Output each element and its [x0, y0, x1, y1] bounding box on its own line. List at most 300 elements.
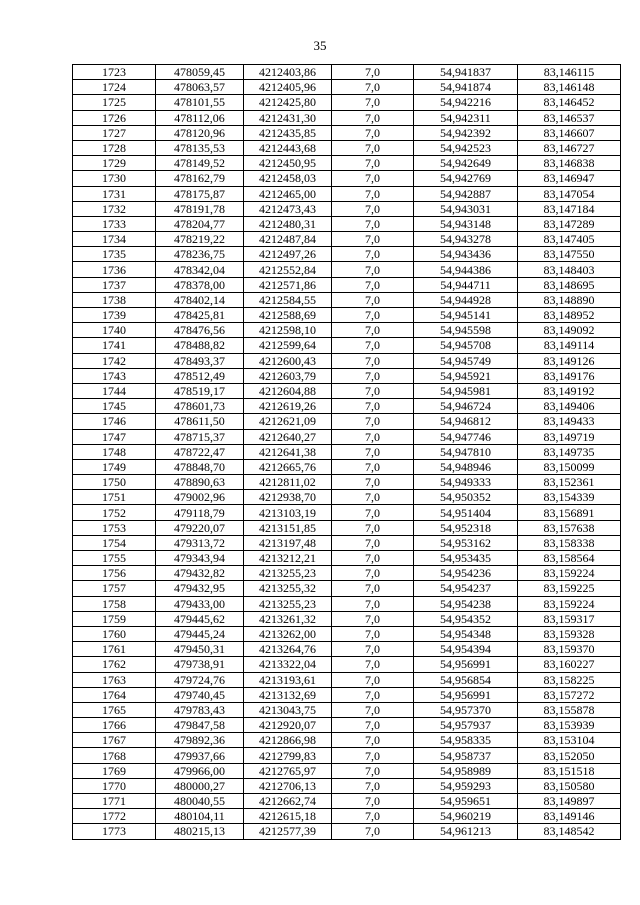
x-coordinate-cell: 480000,27 [156, 778, 244, 793]
value-cell: 7,0 [332, 140, 414, 155]
latitude-cell: 54,953435 [414, 551, 518, 566]
table-row [73, 292, 621, 307]
table-row [73, 581, 621, 596]
table-row [73, 156, 621, 171]
point-number-cell: 1733 [73, 216, 156, 231]
longitude-cell: 83,146148 [518, 80, 621, 95]
y-coordinate-cell: 4213262,00 [244, 626, 332, 641]
table-row [73, 535, 621, 550]
y-coordinate-cell: 4213151,85 [244, 520, 332, 535]
table-row [73, 65, 621, 80]
value-cell: 7,0 [332, 247, 414, 262]
value-cell: 7,0 [332, 186, 414, 201]
latitude-cell: 54,958737 [414, 748, 518, 763]
x-coordinate-cell: 478425,81 [156, 308, 244, 323]
table-row [73, 642, 621, 657]
y-coordinate-cell: 4212577,39 [244, 824, 332, 839]
point-number-cell: 1767 [73, 733, 156, 748]
point-number-cell: 1760 [73, 626, 156, 641]
value-cell: 7,0 [332, 459, 414, 474]
value-cell: 7,0 [332, 718, 414, 733]
x-coordinate-cell: 478890,63 [156, 475, 244, 490]
latitude-cell: 54,954236 [414, 566, 518, 581]
point-number-cell: 1736 [73, 262, 156, 277]
point-number-cell: 1737 [73, 277, 156, 292]
longitude-cell: 83,158225 [518, 672, 621, 687]
y-coordinate-cell: 4212425,80 [244, 95, 332, 110]
table-row [73, 520, 621, 535]
point-number-cell: 1739 [73, 308, 156, 323]
value-cell: 7,0 [332, 642, 414, 657]
latitude-cell: 54,957937 [414, 718, 518, 733]
point-number-cell: 1751 [73, 490, 156, 505]
x-coordinate-cell: 480040,55 [156, 794, 244, 809]
value-cell: 7,0 [332, 353, 414, 368]
point-number-cell: 1734 [73, 232, 156, 247]
x-coordinate-cell: 478342,04 [156, 262, 244, 277]
table-row [73, 657, 621, 672]
point-number-cell: 1765 [73, 702, 156, 717]
table-row [73, 247, 621, 262]
x-coordinate-cell: 478063,57 [156, 80, 244, 95]
table-row [73, 277, 621, 292]
point-number-cell: 1730 [73, 171, 156, 186]
longitude-cell: 83,148542 [518, 824, 621, 839]
table-row [73, 505, 621, 520]
latitude-cell: 54,947746 [414, 429, 518, 444]
latitude-cell: 54,943278 [414, 232, 518, 247]
point-number-cell: 1762 [73, 657, 156, 672]
value-cell: 7,0 [332, 414, 414, 429]
table-row [73, 824, 621, 839]
table-row [73, 110, 621, 125]
table-row [73, 475, 621, 490]
longitude-cell: 83,159328 [518, 626, 621, 641]
y-coordinate-cell: 4212435,85 [244, 125, 332, 140]
longitude-cell: 83,146607 [518, 125, 621, 140]
y-coordinate-cell: 4212600,43 [244, 353, 332, 368]
table-row [73, 308, 621, 323]
point-number-cell: 1732 [73, 201, 156, 216]
longitude-cell: 83,149192 [518, 383, 621, 398]
x-coordinate-cell: 479118,79 [156, 505, 244, 520]
point-number-cell: 1757 [73, 581, 156, 596]
x-coordinate-cell: 480104,11 [156, 809, 244, 824]
x-coordinate-cell: 479220,07 [156, 520, 244, 535]
y-coordinate-cell: 4213193,61 [244, 672, 332, 687]
table-row [73, 186, 621, 201]
value-cell: 7,0 [332, 520, 414, 535]
latitude-cell: 54,942769 [414, 171, 518, 186]
longitude-cell: 83,146537 [518, 110, 621, 125]
longitude-cell: 83,147184 [518, 201, 621, 216]
latitude-cell: 54,957370 [414, 702, 518, 717]
y-coordinate-cell: 4212799,83 [244, 748, 332, 763]
point-number-cell: 1771 [73, 794, 156, 809]
value-cell: 7,0 [332, 778, 414, 793]
latitude-cell: 54,942887 [414, 186, 518, 201]
coordinates-table [72, 64, 621, 840]
y-coordinate-cell: 4212920,07 [244, 718, 332, 733]
y-coordinate-cell: 4212487,84 [244, 232, 332, 247]
longitude-cell: 83,160227 [518, 657, 621, 672]
x-coordinate-cell: 479432,82 [156, 566, 244, 581]
longitude-cell: 83,149735 [518, 444, 621, 459]
y-coordinate-cell: 4212598,10 [244, 323, 332, 338]
point-number-cell: 1761 [73, 642, 156, 657]
y-coordinate-cell: 4212640,27 [244, 429, 332, 444]
table-row [73, 551, 621, 566]
y-coordinate-cell: 4212431,30 [244, 110, 332, 125]
value-cell: 7,0 [332, 232, 414, 247]
table-row [73, 702, 621, 717]
point-number-cell: 1735 [73, 247, 156, 262]
longitude-cell: 83,149719 [518, 429, 621, 444]
x-coordinate-cell: 478149,52 [156, 156, 244, 171]
longitude-cell: 83,150580 [518, 778, 621, 793]
y-coordinate-cell: 4212599,64 [244, 338, 332, 353]
table-row [73, 353, 621, 368]
latitude-cell: 54,954238 [414, 596, 518, 611]
point-number-cell: 1745 [73, 399, 156, 414]
point-number-cell: 1731 [73, 186, 156, 201]
value-cell: 7,0 [332, 763, 414, 778]
x-coordinate-cell: 479445,62 [156, 611, 244, 626]
latitude-cell: 54,941874 [414, 80, 518, 95]
x-coordinate-cell: 478204,77 [156, 216, 244, 231]
x-coordinate-cell: 478715,37 [156, 429, 244, 444]
page-number: 35 [313, 38, 327, 53]
latitude-cell: 54,945598 [414, 323, 518, 338]
point-number-cell: 1749 [73, 459, 156, 474]
table-row [73, 338, 621, 353]
latitude-cell: 54,954352 [414, 611, 518, 626]
value-cell: 7,0 [332, 505, 414, 520]
table-row [73, 262, 621, 277]
latitude-cell: 54,944928 [414, 292, 518, 307]
longitude-cell: 83,146115 [518, 65, 621, 80]
longitude-cell: 83,149092 [518, 323, 621, 338]
value-cell: 7,0 [332, 702, 414, 717]
value-cell: 7,0 [332, 368, 414, 383]
y-coordinate-cell: 4212552,84 [244, 262, 332, 277]
value-cell: 7,0 [332, 338, 414, 353]
longitude-cell: 83,152361 [518, 475, 621, 490]
longitude-cell: 83,146727 [518, 140, 621, 155]
latitude-cell: 54,942523 [414, 140, 518, 155]
value-cell: 7,0 [332, 65, 414, 80]
point-number-cell: 1766 [73, 718, 156, 733]
value-cell: 7,0 [332, 399, 414, 414]
value-cell: 7,0 [332, 535, 414, 550]
latitude-cell: 54,947810 [414, 444, 518, 459]
table-row [73, 80, 621, 95]
point-number-cell: 1747 [73, 429, 156, 444]
value-cell: 7,0 [332, 490, 414, 505]
table-row [73, 95, 621, 110]
longitude-cell: 83,156891 [518, 505, 621, 520]
x-coordinate-cell: 479433,00 [156, 596, 244, 611]
value-cell: 7,0 [332, 262, 414, 277]
y-coordinate-cell: 4212662,74 [244, 794, 332, 809]
point-number-cell: 1726 [73, 110, 156, 125]
y-coordinate-cell: 4213255,23 [244, 566, 332, 581]
x-coordinate-cell: 478191,78 [156, 201, 244, 216]
y-coordinate-cell: 4212866,98 [244, 733, 332, 748]
value-cell: 7,0 [332, 171, 414, 186]
longitude-cell: 83,153939 [518, 718, 621, 733]
latitude-cell: 54,956854 [414, 672, 518, 687]
point-number-cell: 1758 [73, 596, 156, 611]
coordinates-table-body [73, 65, 621, 840]
point-number-cell: 1764 [73, 687, 156, 702]
x-coordinate-cell: 479724,76 [156, 672, 244, 687]
x-coordinate-cell: 479313,72 [156, 535, 244, 550]
value-cell: 7,0 [332, 733, 414, 748]
y-coordinate-cell: 4213103,19 [244, 505, 332, 520]
y-coordinate-cell: 4212473,43 [244, 201, 332, 216]
x-coordinate-cell: 478378,00 [156, 277, 244, 292]
latitude-cell: 54,943148 [414, 216, 518, 231]
y-coordinate-cell: 4213212,21 [244, 551, 332, 566]
latitude-cell: 54,945708 [414, 338, 518, 353]
longitude-cell: 83,147289 [518, 216, 621, 231]
longitude-cell: 83,146838 [518, 156, 621, 171]
y-coordinate-cell: 4212604,88 [244, 383, 332, 398]
value-cell: 7,0 [332, 566, 414, 581]
latitude-cell: 54,941837 [414, 65, 518, 80]
point-number-cell: 1727 [73, 125, 156, 140]
x-coordinate-cell: 480215,13 [156, 824, 244, 839]
longitude-cell: 83,149146 [518, 809, 621, 824]
y-coordinate-cell: 4212665,76 [244, 459, 332, 474]
value-cell: 7,0 [332, 323, 414, 338]
x-coordinate-cell: 478601,73 [156, 399, 244, 414]
table-row [73, 809, 621, 824]
latitude-cell: 54,945141 [414, 308, 518, 323]
latitude-cell: 54,959651 [414, 794, 518, 809]
latitude-cell: 54,945921 [414, 368, 518, 383]
point-number-cell: 1772 [73, 809, 156, 824]
latitude-cell: 54,956991 [414, 657, 518, 672]
latitude-cell: 54,943436 [414, 247, 518, 262]
table-row [73, 718, 621, 733]
x-coordinate-cell: 478219,22 [156, 232, 244, 247]
latitude-cell: 54,961213 [414, 824, 518, 839]
table-row [73, 383, 621, 398]
longitude-cell: 83,148952 [518, 308, 621, 323]
point-number-cell: 1750 [73, 475, 156, 490]
longitude-cell: 83,146947 [518, 171, 621, 186]
table-row [73, 733, 621, 748]
y-coordinate-cell: 4212811,02 [244, 475, 332, 490]
point-number-cell: 1770 [73, 778, 156, 793]
point-number-cell: 1752 [73, 505, 156, 520]
longitude-cell: 83,157272 [518, 687, 621, 702]
point-number-cell: 1743 [73, 368, 156, 383]
table-row [73, 596, 621, 611]
y-coordinate-cell: 4213255,23 [244, 596, 332, 611]
value-cell: 7,0 [332, 80, 414, 95]
table-row [73, 414, 621, 429]
x-coordinate-cell: 478101,55 [156, 95, 244, 110]
value-cell: 7,0 [332, 292, 414, 307]
latitude-cell: 54,950352 [414, 490, 518, 505]
point-number-cell: 1723 [73, 65, 156, 80]
latitude-cell: 54,944711 [414, 277, 518, 292]
x-coordinate-cell: 478236,75 [156, 247, 244, 262]
y-coordinate-cell: 4212443,68 [244, 140, 332, 155]
longitude-cell: 83,147405 [518, 232, 621, 247]
longitude-cell: 83,158564 [518, 551, 621, 566]
point-number-cell: 1769 [73, 763, 156, 778]
table-row [73, 778, 621, 793]
point-number-cell: 1744 [73, 383, 156, 398]
value-cell: 7,0 [332, 794, 414, 809]
latitude-cell: 54,954237 [414, 581, 518, 596]
latitude-cell: 54,956991 [414, 687, 518, 702]
latitude-cell: 54,945981 [414, 383, 518, 398]
point-number-cell: 1738 [73, 292, 156, 307]
table-row [73, 171, 621, 186]
point-number-cell: 1725 [73, 95, 156, 110]
point-number-cell: 1748 [73, 444, 156, 459]
longitude-cell: 83,149176 [518, 368, 621, 383]
latitude-cell: 54,949333 [414, 475, 518, 490]
x-coordinate-cell: 479937,66 [156, 748, 244, 763]
y-coordinate-cell: 4212465,00 [244, 186, 332, 201]
x-coordinate-cell: 478175,87 [156, 186, 244, 201]
table-row [73, 399, 621, 414]
value-cell: 7,0 [332, 156, 414, 171]
y-coordinate-cell: 4213322,04 [244, 657, 332, 672]
value-cell: 7,0 [332, 444, 414, 459]
longitude-cell: 83,147054 [518, 186, 621, 201]
latitude-cell: 54,942649 [414, 156, 518, 171]
y-coordinate-cell: 4212450,95 [244, 156, 332, 171]
y-coordinate-cell: 4212403,86 [244, 65, 332, 80]
table-row [73, 763, 621, 778]
y-coordinate-cell: 4212938,70 [244, 490, 332, 505]
y-coordinate-cell: 4212588,69 [244, 308, 332, 323]
latitude-cell: 54,946724 [414, 399, 518, 414]
point-number-cell: 1729 [73, 156, 156, 171]
longitude-cell: 83,159317 [518, 611, 621, 626]
value-cell: 7,0 [332, 672, 414, 687]
value-cell: 7,0 [332, 125, 414, 140]
longitude-cell: 83,149897 [518, 794, 621, 809]
x-coordinate-cell: 479450,31 [156, 642, 244, 657]
table-row [73, 459, 621, 474]
x-coordinate-cell: 478059,45 [156, 65, 244, 80]
table-row [73, 368, 621, 383]
y-coordinate-cell: 4212765,97 [244, 763, 332, 778]
y-coordinate-cell: 4213264,76 [244, 642, 332, 657]
longitude-cell: 83,152050 [518, 748, 621, 763]
x-coordinate-cell: 478611,50 [156, 414, 244, 429]
x-coordinate-cell: 479445,24 [156, 626, 244, 641]
x-coordinate-cell: 478135,53 [156, 140, 244, 155]
x-coordinate-cell: 478476,56 [156, 323, 244, 338]
value-cell: 7,0 [332, 277, 414, 292]
y-coordinate-cell: 4213261,32 [244, 611, 332, 626]
longitude-cell: 83,159225 [518, 581, 621, 596]
latitude-cell: 54,945749 [414, 353, 518, 368]
x-coordinate-cell: 478848,70 [156, 459, 244, 474]
table-row [73, 429, 621, 444]
value-cell: 7,0 [332, 95, 414, 110]
longitude-cell: 83,147550 [518, 247, 621, 262]
point-number-cell: 1763 [73, 672, 156, 687]
longitude-cell: 83,159370 [518, 642, 621, 657]
x-coordinate-cell: 479892,36 [156, 733, 244, 748]
point-number-cell: 1773 [73, 824, 156, 839]
x-coordinate-cell: 479966,00 [156, 763, 244, 778]
x-coordinate-cell: 479847,58 [156, 718, 244, 733]
value-cell: 7,0 [332, 596, 414, 611]
latitude-cell: 54,942392 [414, 125, 518, 140]
y-coordinate-cell: 4213197,48 [244, 535, 332, 550]
longitude-cell: 83,148403 [518, 262, 621, 277]
table-row [73, 566, 621, 581]
x-coordinate-cell: 478112,06 [156, 110, 244, 125]
longitude-cell: 83,149126 [518, 353, 621, 368]
point-number-cell: 1741 [73, 338, 156, 353]
table-row [73, 323, 621, 338]
table-row [73, 626, 621, 641]
longitude-cell: 83,151518 [518, 763, 621, 778]
x-coordinate-cell: 479002,96 [156, 490, 244, 505]
y-coordinate-cell: 4212615,18 [244, 809, 332, 824]
latitude-cell: 54,954394 [414, 642, 518, 657]
latitude-cell: 54,958989 [414, 763, 518, 778]
value-cell: 7,0 [332, 110, 414, 125]
table-row [73, 216, 621, 231]
latitude-cell: 54,951404 [414, 505, 518, 520]
latitude-cell: 54,960219 [414, 809, 518, 824]
x-coordinate-cell: 478120,96 [156, 125, 244, 140]
table-row [73, 748, 621, 763]
value-cell: 7,0 [332, 824, 414, 839]
latitude-cell: 54,952318 [414, 520, 518, 535]
point-number-cell: 1740 [73, 323, 156, 338]
latitude-cell: 54,944386 [414, 262, 518, 277]
value-cell: 7,0 [332, 657, 414, 672]
value-cell: 7,0 [332, 308, 414, 323]
x-coordinate-cell: 479432,95 [156, 581, 244, 596]
x-coordinate-cell: 478512,49 [156, 368, 244, 383]
x-coordinate-cell: 479783,43 [156, 702, 244, 717]
value-cell: 7,0 [332, 611, 414, 626]
latitude-cell: 54,946812 [414, 414, 518, 429]
table-row [73, 140, 621, 155]
table-row [73, 611, 621, 626]
point-number-cell: 1742 [73, 353, 156, 368]
longitude-cell: 83,153104 [518, 733, 621, 748]
latitude-cell: 54,954348 [414, 626, 518, 641]
longitude-cell: 83,158338 [518, 535, 621, 550]
y-coordinate-cell: 4212480,31 [244, 216, 332, 231]
point-number-cell: 1753 [73, 520, 156, 535]
x-coordinate-cell: 478519,17 [156, 383, 244, 398]
value-cell: 7,0 [332, 626, 414, 641]
y-coordinate-cell: 4212706,13 [244, 778, 332, 793]
y-coordinate-cell: 4213255,32 [244, 581, 332, 596]
point-number-cell: 1756 [73, 566, 156, 581]
point-number-cell: 1759 [73, 611, 156, 626]
latitude-cell: 54,948946 [414, 459, 518, 474]
value-cell: 7,0 [332, 687, 414, 702]
